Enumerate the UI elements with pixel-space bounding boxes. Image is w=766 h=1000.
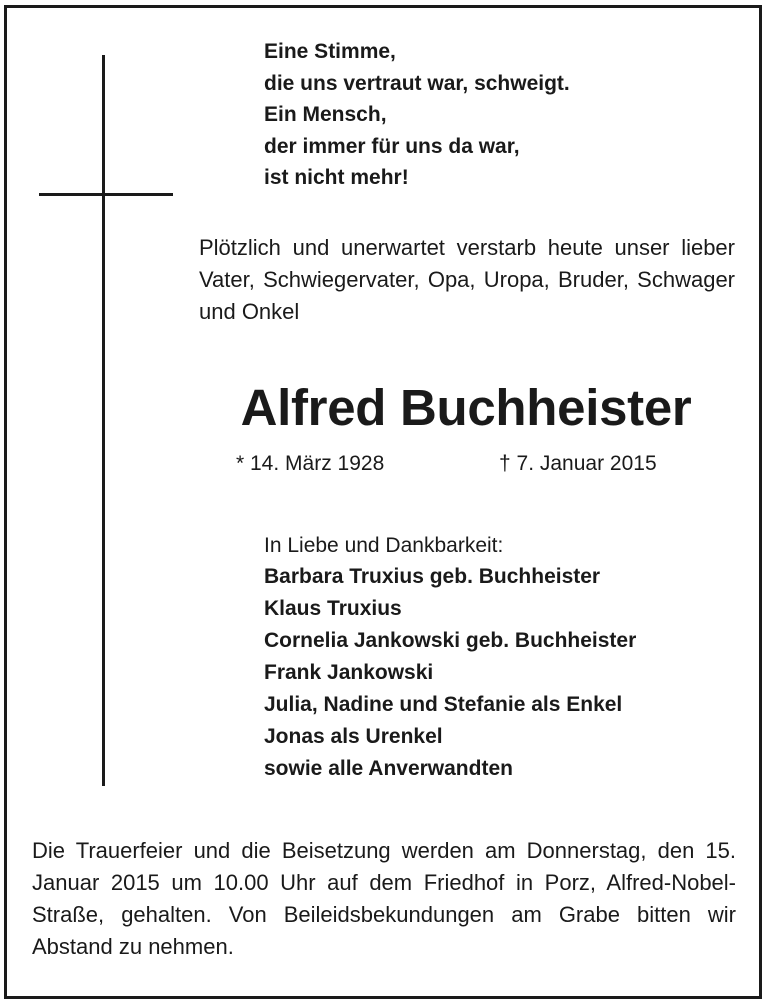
mourner-name: Julia, Nadine und Stefanie als Enkel [264, 693, 623, 716]
mourner-name: Barbara Truxius geb. Buchheister [264, 565, 601, 588]
mourner-name: Klaus Truxius [264, 597, 402, 620]
poem-line: ist nicht mehr! [264, 166, 409, 189]
deceased-name: Alfred Buchheister [240, 379, 692, 436]
death-date: † 7. Januar 2015 [499, 452, 657, 475]
mourners-intro: In Liebe und Dankbarkeit: [264, 534, 504, 557]
mourners-list [264, 561, 636, 785]
death-announcement-text: Plötzlich und unerwartet verstarb heute unser lieber Vater, Schwiegervater, Opa, Uropa, Bruder, Schwager und Onkel [199, 235, 735, 324]
mourner-name: sowie alle Anverwandten [264, 757, 513, 780]
poem-line: die uns vertraut war, schweigt. [264, 71, 570, 95]
mourner-name: Cornelia Jankowski geb. Buchheister [264, 629, 637, 652]
funeral-details: Die Trauerfeier und die Beisetzung werden am Donnerstag, den 15. Januar 2015 um 10.00 Uhr auf dem Friedhof in Porz, Alfred-Nobel-Straße, gehalten. Von Beileidsbekundungen am Grabe bitten wir Abstand zu nehmen. [32, 838, 736, 959]
cross-horizontal-bar [39, 193, 173, 196]
birth-date: * 14. März 1928 [236, 452, 385, 475]
poem-line: der immer für uns da war, [264, 134, 520, 158]
mourner-name: Frank Jankowski [264, 661, 434, 684]
poem-line: Ein Mensch, [264, 103, 387, 126]
cross-vertical-bar [102, 55, 105, 786]
poem-line: Eine Stimme, [264, 40, 396, 63]
mourner-name: Jonas als Urenkel [264, 725, 443, 748]
memorial-poem [264, 36, 570, 194]
